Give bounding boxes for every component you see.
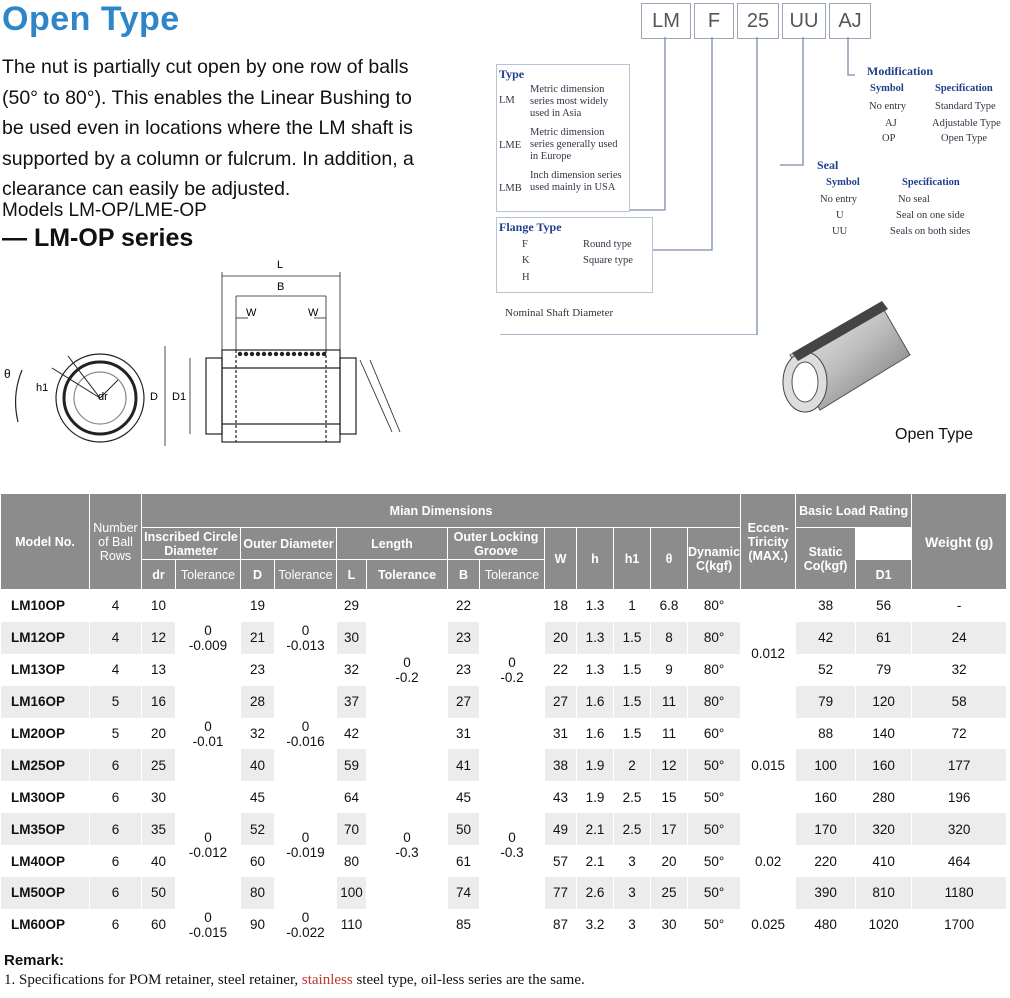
cell-D1: 43	[545, 781, 577, 813]
header-dynamic: Dynamic C(kgf)	[688, 528, 741, 590]
cell-theta: 50°	[688, 877, 741, 909]
cell-model: LM25OP	[1, 749, 90, 781]
cell-W: 1.6	[577, 718, 614, 750]
modification-symbol: OP	[882, 133, 896, 144]
cell-h1: 30	[651, 909, 688, 941]
D1-label: D1	[172, 391, 187, 403]
dr-label: dr	[98, 391, 108, 403]
cell-static: 120	[856, 686, 912, 718]
type-box	[496, 64, 630, 212]
tolerance-lower: -0.009	[188, 637, 228, 653]
tolerance-lower: -0.2	[395, 669, 419, 685]
type-text: Metric dimension series generally used in Europe	[530, 127, 618, 162]
cell-W: 1.9	[577, 749, 614, 781]
tolerance-upper: 0	[204, 830, 212, 846]
cell-B: 61	[448, 845, 480, 877]
cell-static: 79	[856, 654, 912, 686]
cell-model: LM30OP	[1, 781, 90, 813]
description-line: (50° to 80°). This enables the Linear Bushing to	[2, 86, 412, 109]
remark-note-highlight: stainless	[301, 972, 353, 988]
cell-h: 1.5	[614, 686, 651, 718]
cell-B: 41	[448, 749, 480, 781]
remark-heading: Remark:	[4, 952, 65, 969]
tolerance-upper: 0	[301, 622, 310, 638]
cell-theta: 50°	[688, 813, 741, 845]
cell-W: 2.1	[577, 845, 614, 877]
cell-weight: 24	[912, 622, 1007, 654]
cell-B: 23	[448, 654, 480, 686]
cell-L: 29	[337, 590, 367, 622]
cell-h: 3	[614, 877, 651, 909]
cell-B: 74	[448, 877, 480, 909]
tolerance-upper: 0	[301, 909, 310, 925]
h1-label: h1	[36, 382, 49, 394]
cell-ball-rows: 6	[90, 813, 142, 845]
cell-B: 23	[448, 622, 480, 654]
seal-box	[814, 158, 986, 242]
header-ball-rows: Number of Ball Rows	[90, 494, 142, 590]
cell-B-tolerance	[480, 590, 545, 750]
cell-model: LM12OP	[1, 622, 90, 654]
subheader-dr: dr	[142, 560, 176, 590]
cell-static: 160	[856, 749, 912, 781]
cell-eccentricity: 0.02	[741, 813, 796, 909]
series-heading: — LM-OP series	[2, 224, 194, 252]
cell-dr: 20	[142, 718, 176, 750]
cell-eccentricity: 0.025	[741, 909, 796, 941]
header-theta: θ	[651, 528, 688, 590]
code-part-flange: F	[694, 3, 734, 39]
cell-L: 70	[337, 813, 367, 845]
cell-L: 32	[337, 654, 367, 686]
tolerance-lower: -0.01	[192, 733, 224, 749]
B-label: B	[277, 281, 285, 293]
tolerance-upper: 0	[204, 909, 212, 925]
flange-spec: Square type	[583, 255, 633, 266]
cell-dynamic: 390	[796, 877, 856, 909]
cell-model: LM35OP	[1, 813, 90, 845]
cell-D1: 49	[545, 813, 577, 845]
cell-W: 1.3	[577, 654, 614, 686]
header-h1: h1	[614, 528, 651, 590]
type-symbol: LMB	[499, 183, 522, 194]
flange-spec: Round type	[583, 239, 632, 250]
cell-static: 410	[856, 845, 912, 877]
cell-dynamic: 79	[796, 686, 856, 718]
subheader-L: L	[337, 560, 367, 590]
tolerance-upper: 0	[204, 718, 212, 734]
cell-h: 2.5	[614, 813, 651, 845]
cell-weight: 320	[912, 813, 1007, 845]
description	[2, 52, 492, 205]
cell-weight: 196	[912, 781, 1007, 813]
cell-D: 32	[241, 718, 275, 750]
subheader-tolerance: Tolerance	[367, 560, 448, 590]
cell-static: 280	[856, 781, 912, 813]
cell-B: 31	[448, 718, 480, 750]
description-line: be used even in locations where the LM shaft is	[2, 117, 413, 139]
cell-D: 90	[241, 909, 275, 941]
tolerance-lower: -0.019	[286, 845, 325, 861]
cell-B: 45	[448, 781, 480, 813]
cell-h1: 25	[651, 877, 688, 909]
subheader-tolerance: Tolerance	[480, 560, 545, 590]
subheader-D: D	[241, 560, 275, 590]
tolerance-upper: 0	[508, 654, 516, 670]
cell-ball-rows: 6	[90, 877, 142, 909]
cell-W: 1.3	[577, 622, 614, 654]
cell-h1: 12	[651, 749, 688, 781]
tolerance-lower: -0.022	[286, 924, 325, 940]
code-part-diameter: 25	[737, 3, 779, 39]
cell-h: 1.5	[614, 718, 651, 750]
cell-model: LM40OP	[1, 845, 90, 877]
photo-caption: Open Type	[895, 426, 973, 443]
cell-D-tolerance	[275, 781, 337, 909]
cell-theta: 80°	[688, 622, 741, 654]
cell-h1: 6.8	[651, 590, 688, 622]
cell-B: 50	[448, 813, 480, 845]
cell-dynamic: 88	[796, 718, 856, 750]
cell-dynamic: 52	[796, 654, 856, 686]
cell-dr: 40	[142, 845, 176, 877]
description-line: The nut is partially cut open by one row of balls	[2, 56, 409, 78]
tolerance-upper: 0	[204, 622, 212, 638]
subheader-B: B	[448, 560, 480, 590]
code-part-lm: LM	[641, 3, 691, 39]
cell-dr: 50	[142, 877, 176, 909]
cell-static: 61	[856, 622, 912, 654]
seal-symbol: UU	[832, 226, 848, 237]
modification-spec: Adjustable Type	[932, 118, 1001, 129]
ball-row	[238, 352, 326, 356]
header-static: Static Co(kgf)	[796, 528, 856, 590]
bushing-drawing	[0, 250, 420, 460]
cell-h: 2.5	[614, 781, 651, 813]
cell-B: 22	[448, 590, 480, 622]
side-view-drawing	[165, 272, 400, 446]
cell-weight: 1180	[912, 877, 1007, 909]
tolerance-upper: 0	[403, 830, 411, 846]
cell-h: 1	[614, 590, 651, 622]
cell-L: 37	[337, 686, 367, 718]
seal-spec: No seal	[898, 194, 930, 205]
flange-symbol: K	[522, 255, 530, 266]
modification-col-spec: Specification	[935, 83, 993, 94]
seal-col-spec: Specification	[902, 177, 960, 188]
modification-box	[855, 64, 1010, 148]
cell-theta: 50°	[688, 845, 741, 877]
cell-W: 1.9	[577, 781, 614, 813]
header-W: W	[545, 528, 577, 590]
cell-theta: 50°	[688, 781, 741, 813]
cell-W: 1.3	[577, 590, 614, 622]
cell-W: 2.6	[577, 877, 614, 909]
type-heading: Type	[499, 67, 525, 81]
cell-dr: 30	[142, 781, 176, 813]
type-symbol: LM	[499, 95, 515, 106]
cell-ball-rows: 5	[90, 686, 142, 718]
cell-h1: 17	[651, 813, 688, 845]
cell-ball-rows: 5	[90, 718, 142, 750]
subheader-tolerance: Tolerance	[176, 560, 241, 590]
cell-weight: 1700	[912, 909, 1007, 941]
cell-eccentricity: 0.015	[741, 718, 796, 814]
cell-dr-tolerance	[176, 909, 241, 941]
type-text: Metric dimension series most widely used in Asia	[530, 84, 609, 119]
cell-D: 80	[241, 877, 275, 909]
type-symbol: LME	[499, 140, 522, 151]
cell-weight: 58	[912, 686, 1007, 718]
cell-eccentricity: 0.012	[741, 590, 796, 718]
cell-dynamic: 100	[796, 749, 856, 781]
subheader-tolerance: Tolerance	[275, 560, 337, 590]
cell-D1: 20	[545, 622, 577, 654]
cell-D1: 57	[545, 845, 577, 877]
cell-h: 1.5	[614, 622, 651, 654]
cell-D1: 22	[545, 654, 577, 686]
cell-L: 80	[337, 845, 367, 877]
cell-h: 2	[614, 749, 651, 781]
tolerance-lower: -0.016	[286, 733, 325, 749]
tolerance-lower: -0.012	[188, 845, 228, 861]
cell-dr: 12	[142, 622, 176, 654]
flange-heading: Flange Type	[499, 220, 562, 234]
cell-h1: 11	[651, 686, 688, 718]
cell-h1: 9	[651, 654, 688, 686]
models-line: Models LM-OP/LME-OP	[2, 200, 207, 221]
cell-D1: 31	[545, 718, 577, 750]
cell-weight: 177	[912, 749, 1007, 781]
modification-heading: Modification	[867, 64, 933, 78]
cell-model: LM10OP	[1, 590, 90, 622]
type-text: Inch dimension series used mainly in USA	[530, 170, 622, 193]
seal-symbol: U	[836, 210, 844, 221]
cell-dr-tolerance	[176, 781, 241, 909]
cell-W: 2.1	[577, 813, 614, 845]
cell-dynamic: 220	[796, 845, 856, 877]
nominal-diameter-label: Nominal Shaft Diameter	[505, 307, 614, 319]
cell-ball-rows: 6	[90, 909, 142, 941]
cell-B-tolerance	[480, 749, 545, 940]
cell-D: 40	[241, 749, 275, 781]
flange-box	[496, 217, 653, 293]
table-row	[1, 749, 1007, 781]
W-label-right: W	[308, 307, 319, 319]
cell-D: 19	[241, 590, 275, 622]
cell-h: 1.5	[614, 654, 651, 686]
cell-h1: 11	[651, 718, 688, 750]
cell-h: 3	[614, 845, 651, 877]
cell-dr: 25	[142, 749, 176, 781]
cell-B: 85	[448, 909, 480, 941]
modification-symbol: No entry	[869, 101, 907, 112]
cell-ball-rows: 4	[90, 622, 142, 654]
cell-L: 110	[337, 909, 367, 941]
tolerance-lower: -0.3	[395, 845, 419, 861]
cell-static: 1020	[856, 909, 912, 941]
cell-model: LM13OP	[1, 654, 90, 686]
cell-theta: 80°	[688, 686, 741, 718]
cell-D: 21	[241, 622, 275, 654]
flange-symbol: H	[522, 272, 530, 283]
cell-D: 52	[241, 813, 275, 845]
cell-dynamic: 38	[796, 590, 856, 622]
cell-theta: 50°	[688, 749, 741, 781]
cell-dr: 10	[142, 590, 176, 622]
cell-theta: 80°	[688, 654, 741, 686]
cell-ball-rows: 4	[90, 654, 142, 686]
cell-D: 23	[241, 654, 275, 686]
seal-spec: Seals on both sides	[890, 226, 971, 237]
W-label-left: W	[246, 307, 257, 319]
cell-theta: 50°	[688, 909, 741, 941]
cell-D1: 38	[545, 749, 577, 781]
cell-dr: 35	[142, 813, 176, 845]
table-row	[1, 590, 1007, 622]
remark-note-part: steel type, oil-less series are the same.	[352, 972, 585, 988]
cell-D: 28	[241, 686, 275, 718]
header-eccentricity: Eccen-Tiricity (MAX.)	[741, 494, 796, 590]
tolerance-lower: -0.013	[286, 637, 325, 653]
cell-static: 320	[856, 813, 912, 845]
cell-D1: 27	[545, 686, 577, 718]
cell-ball-rows: 6	[90, 781, 142, 813]
spec-table	[0, 493, 1007, 941]
flange-symbol: F	[522, 239, 528, 250]
cell-model: LM20OP	[1, 718, 90, 750]
cell-model: LM60OP	[1, 909, 90, 941]
tolerance-lower: -0.3	[500, 845, 524, 861]
cell-L-tolerance	[367, 590, 448, 750]
cell-static: 810	[856, 877, 912, 909]
code-part-modification: AJ	[829, 3, 871, 39]
cell-W: 1.6	[577, 686, 614, 718]
cell-h: 3	[614, 909, 651, 941]
cell-weight: 464	[912, 845, 1007, 877]
header-outer-diameter: Outer Diameter	[241, 528, 337, 560]
tolerance-upper: 0	[301, 718, 310, 734]
D-label: D	[150, 391, 158, 403]
header-main-dimensions: Mian Dimensions	[142, 494, 741, 528]
cell-ball-rows: 4	[90, 590, 142, 622]
modification-col-symbol: Symbol	[870, 83, 904, 94]
cell-ball-rows: 6	[90, 749, 142, 781]
cell-D: 60	[241, 845, 275, 877]
tolerance-upper: 0	[403, 654, 411, 670]
cell-B: 27	[448, 686, 480, 718]
cell-D-tolerance	[275, 590, 337, 686]
cell-D1: 77	[545, 877, 577, 909]
cell-D-tolerance	[275, 909, 337, 941]
header-model: Model No.	[1, 494, 90, 590]
spec-table-body	[1, 590, 1007, 941]
end-view-drawing	[16, 354, 144, 442]
tolerance-lower: -0.015	[188, 924, 228, 940]
seal-heading: Seal	[817, 158, 839, 172]
theta-label: θ	[4, 367, 11, 381]
modification-spec: Open Type	[941, 133, 988, 144]
cell-dr: 60	[142, 909, 176, 941]
cell-dr-tolerance	[176, 686, 241, 782]
header-length: Length	[337, 528, 448, 560]
seal-col-symbol: Symbol	[826, 177, 860, 188]
cell-dynamic: 480	[796, 909, 856, 941]
cell-dynamic: 160	[796, 781, 856, 813]
cell-h1: 20	[651, 845, 688, 877]
code-part-seal: UU	[782, 3, 826, 39]
cell-dr: 16	[142, 686, 176, 718]
cell-D1: 87	[545, 909, 577, 941]
header-inscribed: Inscribed Circle Diameter	[142, 528, 241, 560]
seal-symbol: No entry	[820, 194, 858, 205]
cell-weight: 72	[912, 718, 1007, 750]
cell-h1: 8	[651, 622, 688, 654]
L-label: L	[277, 259, 284, 271]
cell-L-tolerance	[367, 749, 448, 940]
cell-dynamic: 170	[796, 813, 856, 845]
cell-L: 30	[337, 622, 367, 654]
cell-D1: 18	[545, 590, 577, 622]
cell-L: 100	[337, 877, 367, 909]
header-h: h	[577, 528, 614, 590]
page-title: Open Type	[2, 0, 180, 38]
cell-static: 56	[856, 590, 912, 622]
tolerance-upper: 0	[508, 830, 516, 846]
cell-D: 45	[241, 781, 275, 813]
remark-note-part: 1. Specifications for POM retainer, steel retainer,	[4, 972, 302, 988]
tolerance-lower: -0.2	[500, 669, 524, 685]
description-line: supported by a column or fulcrum. In addition, a	[2, 147, 414, 170]
cell-L: 59	[337, 749, 367, 781]
cell-dr: 13	[142, 654, 176, 686]
modification-spec: Standard Type	[935, 101, 996, 112]
cell-dynamic: 42	[796, 622, 856, 654]
header-weight: Weight (g)	[912, 494, 1007, 590]
tolerance-upper: 0	[301, 830, 310, 846]
subheader-D1: D1	[856, 560, 912, 590]
cell-L: 64	[337, 781, 367, 813]
cell-theta: 60°	[688, 718, 741, 750]
cell-theta: 80°	[688, 590, 741, 622]
bushing-photo	[770, 285, 920, 430]
cell-W: 3.2	[577, 909, 614, 941]
cell-static: 140	[856, 718, 912, 750]
description-line: clearance can easily be adjusted.	[2, 178, 291, 200]
cell-D-tolerance	[275, 686, 337, 782]
cell-h1: 15	[651, 781, 688, 813]
cell-weight: -	[912, 590, 1007, 622]
cell-ball-rows: 6	[90, 845, 142, 877]
cell-dr-tolerance	[176, 590, 241, 686]
cell-weight: 32	[912, 654, 1007, 686]
cell-model: LM50OP	[1, 877, 90, 909]
remark-note	[4, 972, 585, 989]
header-groove: Outer Locking Groove	[448, 528, 545, 560]
modification-symbol: AJ	[885, 118, 897, 129]
cell-model: LM16OP	[1, 686, 90, 718]
seal-spec: Seal on one side	[896, 210, 965, 221]
header-basic-load: Basic Load Rating	[796, 494, 912, 528]
cell-L: 42	[337, 718, 367, 750]
